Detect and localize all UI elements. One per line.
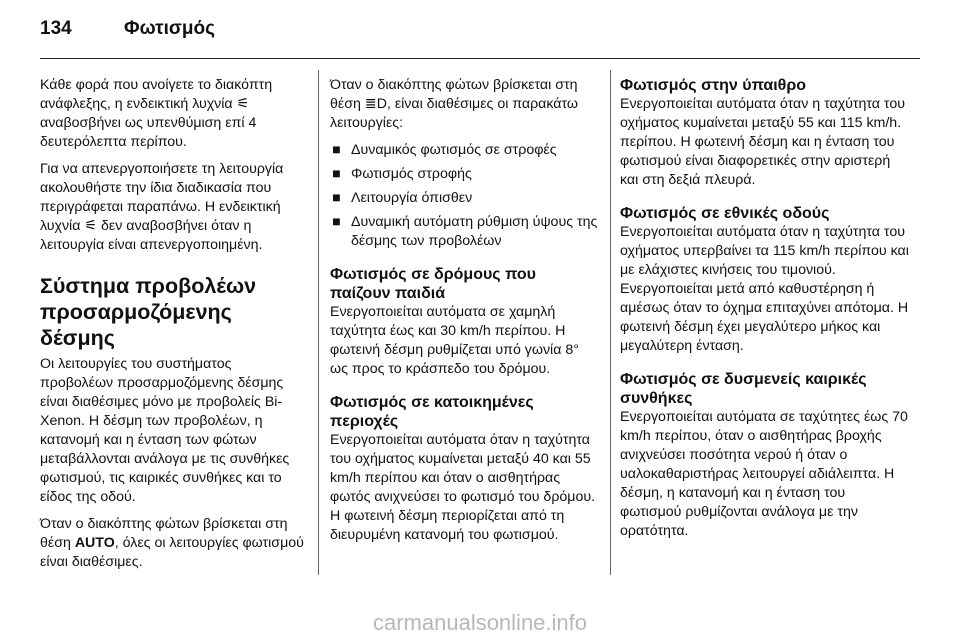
paragraph-deactivate: Για να απενεργοποιήσετε τη λειτουργία ακολουθήστε την ίδια διαδικασία που περιγράφεται παραπάνω. Η ενδεικτική λυχνία ⚟ δεν αναβοσβήνει όταν η λειτουργία είναι απενεργοποιημένη. [40,161,284,253]
bullet-icon: ■ [332,166,341,182]
column-1 [40,76,306,580]
functions-list [330,141,598,251]
heading-town-lighting: Φωτισμός σε δρόμους που παίζουν παιδιά [330,266,536,302]
paragraph-motorway-lighting: Ενεργοποιείται αυτόματα όταν η ταχύτητα του οχήματος υπερβαίνει τα 115 km/h περίπου και με ελάχιστες κινήσεις του τιμονιού. Ενεργοποιείται μετά από καθυστέρηση ή αμέσως όταν το όχημα επιταχύνει απότομα. Η φωτεινή δέσμη έχει μεγαλύτερο μήκος και μεγαλύτερη ένταση. [620,224,909,354]
heading-motorway-lighting: Φωτισμός σε εθνικές οδούς [620,205,830,222]
paragraph-bad-weather-lighting: Ενεργοποιείται αυτόματα σε ταχύτητες έως 70 km/h περίπου, όταν ο αισθητήρας βροχής ανιχνεύσει ποσότητα νερού ή όταν ο υαλοκαθαριστήρας λειτουργεί αδιάλειπτα. Η δέσμη, η κατανομή και η ένταση του φωτισμού ρυθμίζονται ανάλογα με την ορατότητα. [620,409,908,539]
bullet-icon: ■ [332,190,341,206]
column-divider-2 [610,70,611,575]
paragraph-country-lighting: Ενεργοποιείται αυτόματα όταν η ταχύτητα του οχήματος κυμαίνεται μεταξύ 55 και 115 km/h. περίπου. Η φωτεινή δέσμη και η ένταση του φωτισμού είναι διαφορετικές στην αριστερή και στη δεξιά πλευρά. [620,96,905,188]
column-divider-1 [318,70,319,575]
heading-bad-weather-lighting: Φωτισμός σε δυσμενείς καιρικές συνθήκες [620,371,867,407]
heading-urban-lighting: Φωτισμός σε κατοικημένες περιοχές [330,394,534,430]
list-item-text: Φωτισμός στροφής [351,166,472,182]
list-item [330,213,598,251]
list-item [330,189,598,208]
auto-label: AUTO [74,535,115,551]
column-3 [620,76,910,549]
list-item-text: Λειτουργία όπισθεν [351,190,473,206]
header-rule [40,58,920,59]
auto-text-after: , όλες οι λειτουργίες φωτισμού είναι διαθέσιμες. [40,535,304,570]
list-item-text: Δυναμική αυτόματη ρύθμιση ύψους της δέσμης των προβολέων [351,214,598,249]
page-number: 134 [40,18,72,39]
page-title: Φωτισμός [124,18,215,39]
list-item [330,141,598,160]
bullet-icon: ■ [332,142,341,158]
heading-country-lighting: Φωτισμός στην ύπαιθρο [620,77,806,94]
column-2 [330,76,598,553]
section-heading-afl: Σύστημα προβολέων προσαρμοζόμενης δέσμης [40,274,257,350]
auto-text-before: Όταν ο διακόπτης φώτων βρίσκεται στη θέση [40,516,288,551]
paragraph-indicator-blink: Κάθε φορά που ανοίγετε το διακόπτη ανάφλεξης, η ενδεικτική λυχνία ⚟ αναβοσβήνει ως υπενθύμιση επί 4 δευτερόλεπτα περίπου. [40,77,273,150]
list-item-text: Δυναμικός φωτισμός σε στροφές [351,142,557,158]
paragraph-town-lighting: Ενεργοποιείται αυτόματα σε χαμηλή ταχύτητα έως και 30 km/h περίπου. Η φωτεινή δέσμη ρυθμίζεται υπό γωνία 8° ως προς το κράσπεδο του δρόμου. [330,304,579,377]
list-item [330,165,598,184]
watermark: carmanualsonline.info [372,610,588,635]
paragraph-auto-position [40,515,306,572]
paragraph-afl-intro: Οι λειτουργίες του συστήματος προβολέων προσαρμοζόμενης δέσμης είναι διαθέσιμες μόνο με προβολείς Bi-Xenon. Η δέσμη των προβολέων, η κατανομή και η ένταση των φώτων μεταβάλλονται ανάλογα με τις συνθήκες φωτισμού, τις καιρικές συνθήκες και το είδος της οδού. [40,356,290,505]
paragraph-urban-lighting: Ενεργοποιείται αυτόματα όταν η ταχύτητα του οχήματος κυμαίνεται μεταξύ 40 και 55 km/h περίπου και όταν ο αισθητήρας φωτός ανιχνεύσει το φωτισμό του δρόμου. Η φωτεινή δέσμη περιορίζεται από τη διευρυμένη κατανομή του φωτισμού. [330,432,596,543]
bullet-icon: ■ [332,214,341,230]
paragraph-functions-intro: Όταν ο διακόπτης φώτων βρίσκεται στη θέση ≣D, είναι διαθέσιμες οι παρακάτω λειτουργίες: [330,77,578,131]
